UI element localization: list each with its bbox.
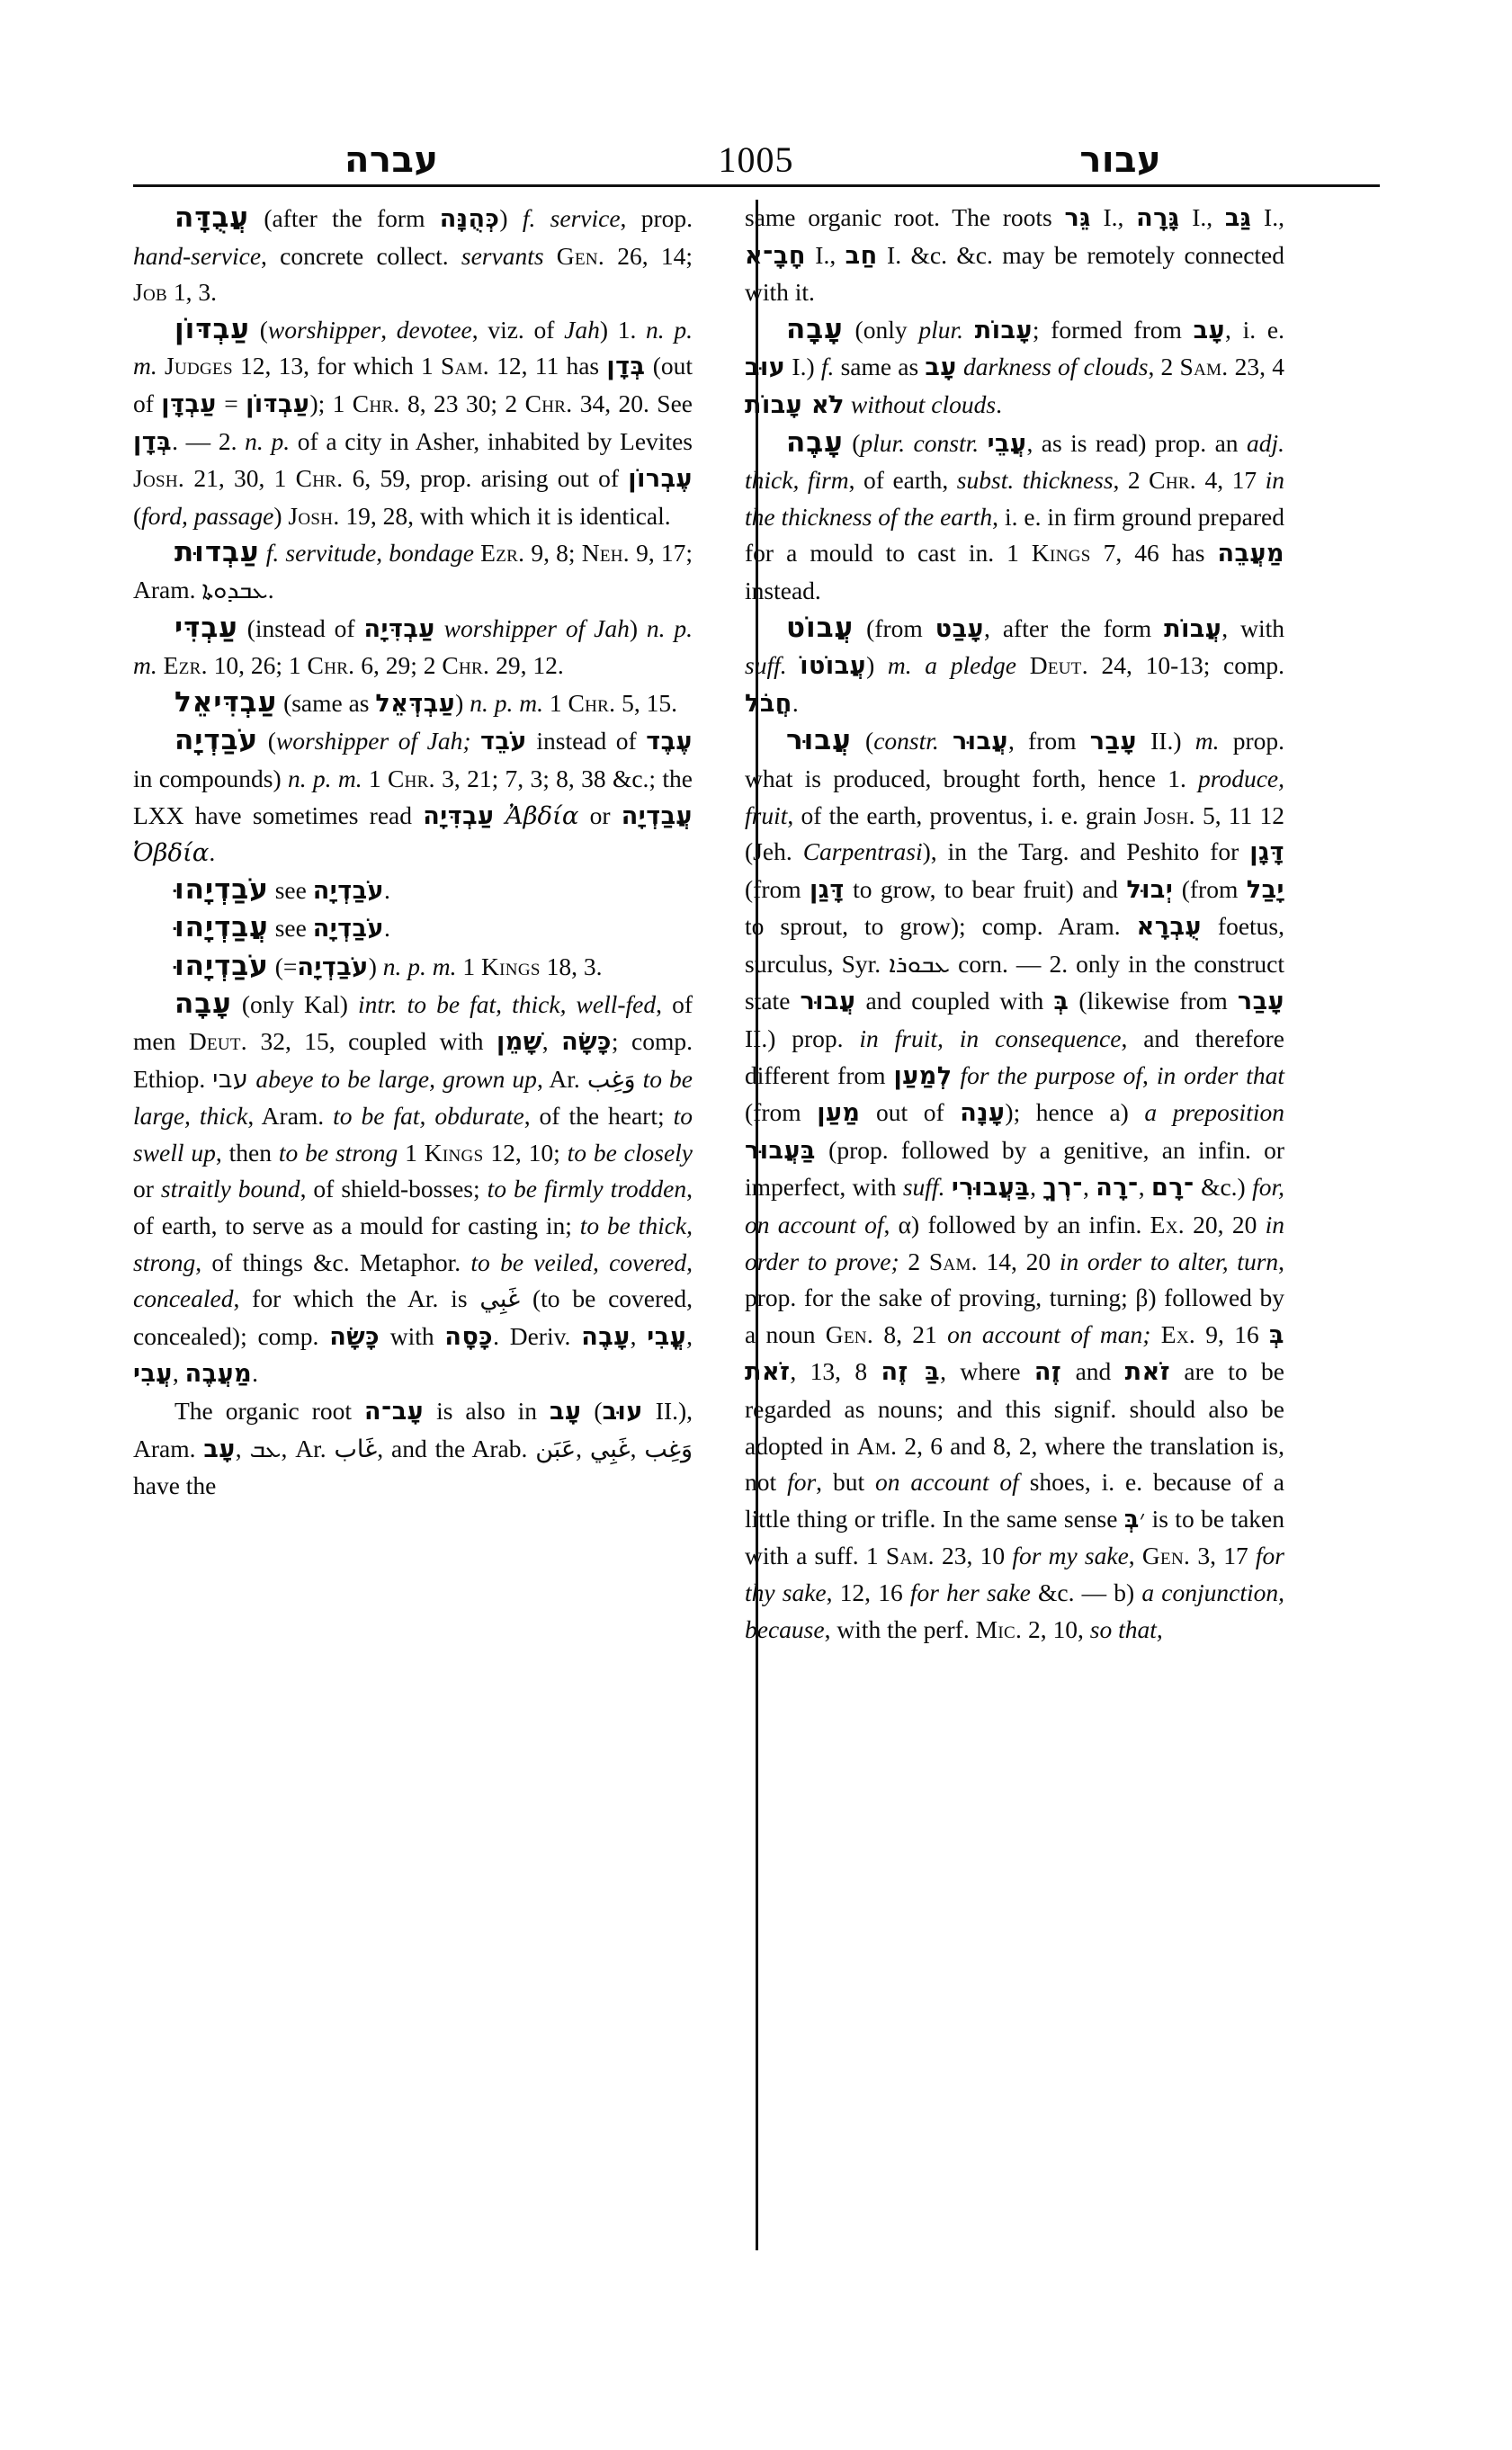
dictionary-entry: עֲבַדְיָהוּ see עֹבַדְיָה. [174,911,390,944]
running-head [135,115,1377,181]
running-head-center-slot [649,139,864,180]
dictionary-entry: עֹבַדְיָה (worshipper of Jah; עֹבֵד instead of עֶבֶד in compounds) n. p. m. 1 Chr. 3, 21; 7, 3; 8, 38 &c.; the LXX have sometimes read עַבְדִּיָה Ἀβδία or עֲבַדְיָה Ὀβδία. [133,724,693,868]
right-column [709,200,1284,2340]
running-head-right-headword: עבור [1079,139,1162,181]
dictionary-entry: עֲבֻדָּה (after the form כְּהֻנָּה) f. service, prop. hand-service, concrete collect. servants Gen. 26, 14; Job 1, 3. [133,201,693,307]
running-head-left-headword: עברה [344,139,439,181]
dictionary-entry: same organic root. The roots גֵּר I., גָּרָה I., גַּב I., חָבָ־א I., חַב I. &c. &c. may be remotely connected with it. [745,203,1284,307]
dictionary-entry: עָבָה (only Kal) intr. to be fat, thick, well-fed, of men Deut. 32, 15, coupled with שָׁמֵן, כָּשָׂה; comp. Ethiop. עבי abeye to be large, grown up, Ar. وَغِب to be large, thick, Aram. to be fat, obdurate, of the heart; to swell up, then to be strong 1 Kings 12, 10; to be closely or straitly bound, of shield-bosses; to be firmly trodden, of earth, to serve as a mould for casting in; to be thick, strong, of things &c. Metaphor. to be veiled, covered, concealed, for which the Ar. is غَبِي (to be covered, concealed); comp. כָּשָׂה with כָּסָה. Deriv. עָבֶה, עֳבִי, עֲבִי, מַעֲבֶה. [133,988,693,1389]
dictionary-entry: עֲבוֹט (from עָבַט, after the form עֲבוֹת, with suff. עֲבוֹטוֹ) m. a pledge Deut. 24, 10-13; comp. חֲבֹל. [745,611,1285,718]
dictionary-entry: עֲבוּר (constr. עֲבוּר, from עָבַר II.) m. prop. what is produced, brought forth, hence 1. produce, fruit, of the earth, proventus, i. e. grain Josh. 5, 11 12 (Jeh. Carpentrasi), in the Targ. and Peshito for דָּגָן (from דָּגַן to grow, to bear fruit) and יְבוּל (from יָבַל to sprout, to grow); comp. Aram. עֻבְרָא foetus, surculus, Syr. ܥܒܘܪܐ corn. — 2. only in the construct state עֲבוּר and coupled with בְּ (likewise from עָבַר II.) prop. in fruit, in consequence, and therefore different from לְמַעַן for the purpose of, in order that (from מַעַן out of עָנָה); hence a) a preposition בַּעֲבוּר (prop. followed by a genitive, an infin. or imperfect, with suff. בַּעֲבוּרִי, ־רְךָ, ־רָה, ־רָם &c.) for, on account of, α) followed by an infin. Ex. 20, 20 in order to prove; 2 Sam. 14, 20 in order to alter, turn, prop. for the sake of proving, turning; β) followed by a noun Gen. 8, 21 on account of man; Ex. 9, 16 בְּ זֹאת, 13, 8 בַּ זֶה, where זֶה and זֹאת are to be regarded as nouns; and this signif. should also be adopted in Am. 2, 6 and 8, 2, where the translation is, not for, but on account of shoes, i. e. because of a little thing or trifle. In the same sense בְּ׳ is to be taken with a suff. 1 Sam. 23, 10 for my sake, Gen. 3, 17 for thy sake, 12, 16 for her sake &c. — b) a conjunction, because, with the perf. Mic. 2, 10, so that, [745,724,1285,1643]
dictionary-entry: עַבְדּוֹן (worshipper, devotee, viz. of Jah) 1. n. p. m. Judges 12, 13, for which 1 Sam. 12, 11 has בְּדָן (out of עַבְדָּן = עַבְדּוֹן); 1 Chr. 8, 23 30; 2 Chr. 34, 20. See בְּדָן. — 2. n. p. of a city in Asher, inhabited by Levites Josh. 21, 30, 1 Chr. 6, 59, prop. arising out of עֶבְרוֹן (ford, passage) Josh. 19, 28, with which it is identical. [133,312,693,530]
body-columns [133,200,1383,2340]
header-rule [133,184,1380,187]
dictionary-entry: עֹבַדְיָהוּ see עֹבַדְיָה. [174,872,390,906]
dictionary-entry: עַבְדִּיאֵל (same as עַבְדְּאֵל) n. p. m. 1 Chr. 5, 15. [174,685,678,719]
dictionary-entry: עַבְדִּי (instead of עַבְדִּיָה worshipper of Jah) n. p. m. Ezr. 10, 26; 1 Chr. 6, 29; 2 Chr. 29, 12. [133,611,693,680]
dictionary-entry: עֹבַדְיָהוּ (=עֹבַדְיָה) n. p. m. 1 Kings 18, 3. [174,949,603,982]
page-number: 1005 [718,139,794,180]
running-head-right-slot [864,139,1378,181]
dictionary-entry: עַבְדוּת f. servitude, bondage Ezr. 9, 8; Neh. 9, 17; Aram. ܥܒܕܘܬܐ. [133,536,693,604]
running-head-left-slot [135,139,649,181]
dictionary-entry: עָבֶה (plur. constr. עֲבֵי, as is read) prop. an adj. thick, firm, of earth, subst. thickness, 2 Chr. 4, 17 in the thickness of the earth, i. e. in firm ground prepared for a mould to cast in. 1 Kings 7, 46 has מַעֲבֵה instead. [745,425,1285,604]
left-column [133,200,709,2340]
dictionary-entry: The organic root עָב־ה is also in עָב (עוּב II.), Aram. עָב, ܥܒ, Ar. غَاب, and the Arab. عَبَن, غَبِي, وَغِب have the [133,1397,693,1500]
dictionary-entry: עָבָה (only plur. עָבוֹת; formed from עָב, i. e. עוּב I.) f. same as עָב darkness of clouds, 2 Sam. 23, 4 לֹא עָבוֹת without clouds. [745,312,1285,419]
